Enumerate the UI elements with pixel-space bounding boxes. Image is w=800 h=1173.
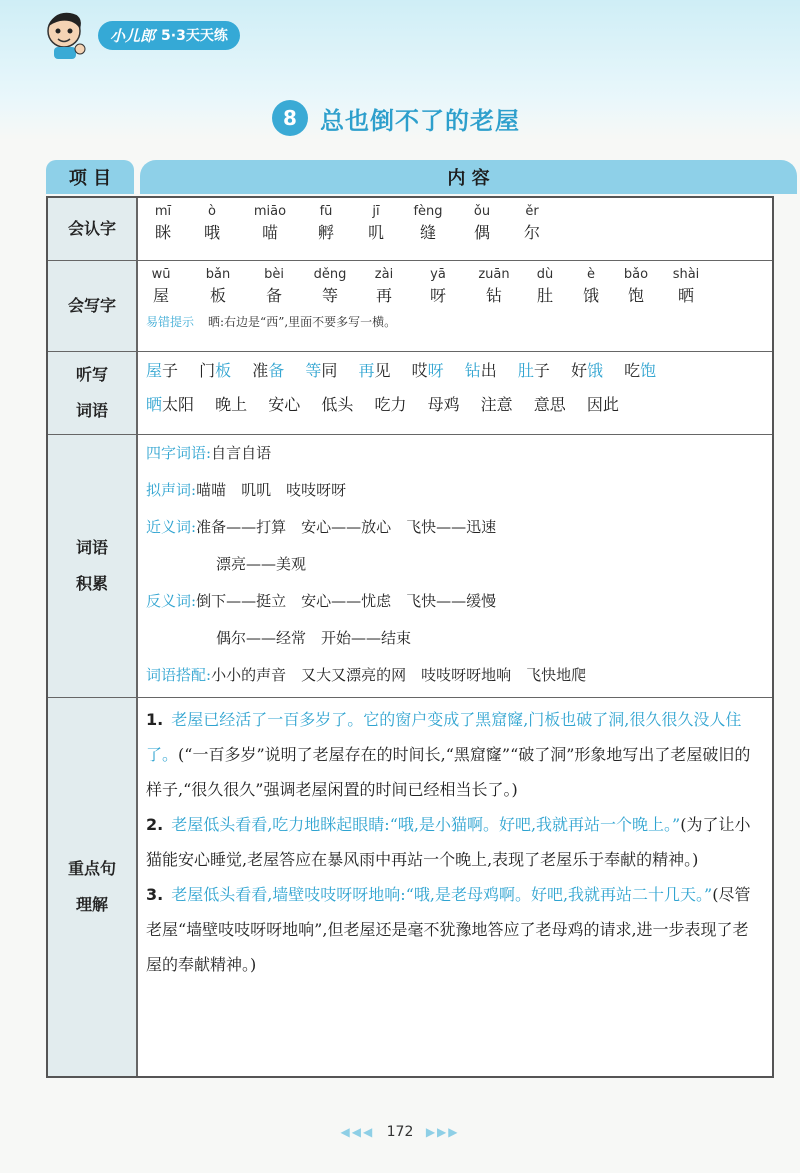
char-item: shài 晒	[672, 267, 700, 305]
dictation-line-1	[146, 354, 764, 388]
char-item: zuān 钻	[478, 267, 510, 305]
row-dictation	[48, 352, 772, 435]
word: 钻出	[464, 361, 497, 380]
brand-badge	[98, 21, 240, 50]
char-item: ò 哦	[203, 204, 220, 242]
lesson-number: 8	[272, 100, 308, 136]
lesson-title: 总也倒不了的老屋	[320, 106, 520, 135]
word: 因此	[586, 395, 619, 414]
word: 吃力	[374, 395, 407, 414]
word: 晒太阳	[146, 395, 195, 414]
antonyms-line-2: 偶尔——经常 开始——结束	[216, 629, 412, 647]
synonyms: 近义词:准备——打算 安心——放心 飞快——迅速	[146, 518, 497, 536]
char-item: è 饿	[582, 267, 599, 305]
row-label-dictation: 听写 词语	[48, 352, 138, 434]
accumulation-content	[138, 435, 772, 697]
hint-label: 易错提示	[146, 315, 195, 329]
word: 意思	[533, 395, 566, 414]
dictation-line-2	[146, 388, 764, 422]
recognize-chars	[138, 198, 772, 260]
word: 门板	[199, 361, 232, 380]
char-item: yā 呀	[429, 267, 446, 305]
word: 好饿	[571, 361, 604, 380]
char-item: zài 再	[374, 267, 394, 305]
dictation-words	[138, 352, 772, 434]
word: 哎呀	[411, 361, 444, 380]
antonyms: 反义词:倒下——挺立 安心——忧虑 飞快——缓慢	[146, 592, 497, 610]
char-item: ěr 尔	[523, 204, 540, 242]
synonyms-line-2: 漂亮——美观	[216, 555, 307, 573]
four-char-words: 四字词语:自言自语	[146, 444, 272, 462]
word: 屋子	[146, 361, 179, 380]
word: 安心	[268, 395, 301, 414]
word: 再见	[358, 361, 391, 380]
char-item: fū 孵	[317, 204, 334, 242]
page-footer	[0, 1124, 800, 1140]
char-item: děng 等	[313, 267, 347, 305]
row-label-sentences: 重点句 理解	[48, 698, 138, 1076]
write-chars	[138, 261, 772, 351]
word: 等同	[305, 361, 338, 380]
brand-title: 5·3天天练	[161, 28, 228, 44]
page-number: 172	[386, 1124, 414, 1140]
word: 准备	[252, 361, 285, 380]
key-sentence: 1. 老屋已经活了一百多岁了。它的窗户变成了黑窟窿,门板也破了洞,很久很久没人住了。(“一百多岁”说明了老屋存在的时间长,“黑窟窿”“破了洞”形象地写出了老屋破旧的样子,“很久很久”强调老屋闲置的时间已经相当长了。)	[146, 710, 751, 799]
next-arrows-icon: ▶▶▶	[425, 1125, 460, 1139]
row-recognize	[48, 198, 772, 261]
table-header	[44, 160, 798, 196]
char-item: wū 屋	[151, 267, 171, 305]
char-item: bǎn 板	[205, 267, 231, 305]
sentences-content	[138, 698, 772, 1076]
row-label-write: 会写字	[48, 261, 138, 351]
lesson-heading	[272, 100, 520, 136]
char-item: bèi 备	[264, 267, 284, 305]
char-item: jī 叽	[367, 204, 384, 242]
char-item: fèng 缝	[413, 204, 443, 242]
word: 母鸡	[427, 395, 460, 414]
column-header-content: 内 容	[140, 160, 797, 194]
char-item: mī 眯	[154, 204, 172, 242]
char-item: ǒu 偶	[473, 204, 491, 242]
char-item: bǎo 饱	[623, 267, 649, 305]
onomatopoeia: 拟声词:喵喵 叽叽 吱吱呀呀	[146, 481, 347, 499]
key-sentence: 2. 老屋低头看看,吃力地眯起眼睛:“哦,是小猫啊。好吧,我就再站一个晚上。”(为了让小猫能安心睡觉,老屋答应在暴风雨中再站一个晚上,表现了老屋乐于奉献的精神。)	[146, 815, 751, 869]
prev-arrows-icon: ◀◀◀	[340, 1125, 375, 1139]
row-label-accumulation: 词语 积累	[48, 435, 138, 697]
char-item: dù 肚	[536, 267, 554, 305]
word: 肚子	[517, 361, 550, 380]
word: 晚上	[215, 395, 248, 414]
word: 吃饱	[624, 361, 657, 380]
study-table	[46, 196, 774, 1078]
key-sentence: 3. 老屋低头看看,墙壁吱吱呀呀地响:“哦,是老母鸡啊。好吧,我就再站二十几天。”(尽管老屋“墙壁吱吱呀呀地响”,但老屋还是毫不犹豫地答应了老母鸡的请求,进一步表现了老屋的奉献精神。)	[146, 885, 751, 974]
error-hint	[146, 313, 764, 330]
word: 注意	[480, 395, 513, 414]
row-write	[48, 261, 772, 352]
mascot-icon	[40, 9, 92, 61]
brand	[40, 8, 240, 62]
column-header-item: 项 目	[46, 160, 134, 194]
word: 低头	[321, 395, 354, 414]
row-label-recognize: 会认字	[48, 198, 138, 260]
char-item: miāo 喵	[253, 204, 287, 242]
brand-logo: 小儿郎	[110, 26, 156, 45]
row-accumulation	[48, 435, 772, 698]
hint-text: 晒:右边是“西”,里面不要多写一横。	[208, 315, 397, 329]
row-sentences	[48, 698, 772, 1076]
collocations: 词语搭配:小小的声音 又大又漂亮的网 吱吱呀呀地响 飞快地爬	[146, 666, 587, 684]
